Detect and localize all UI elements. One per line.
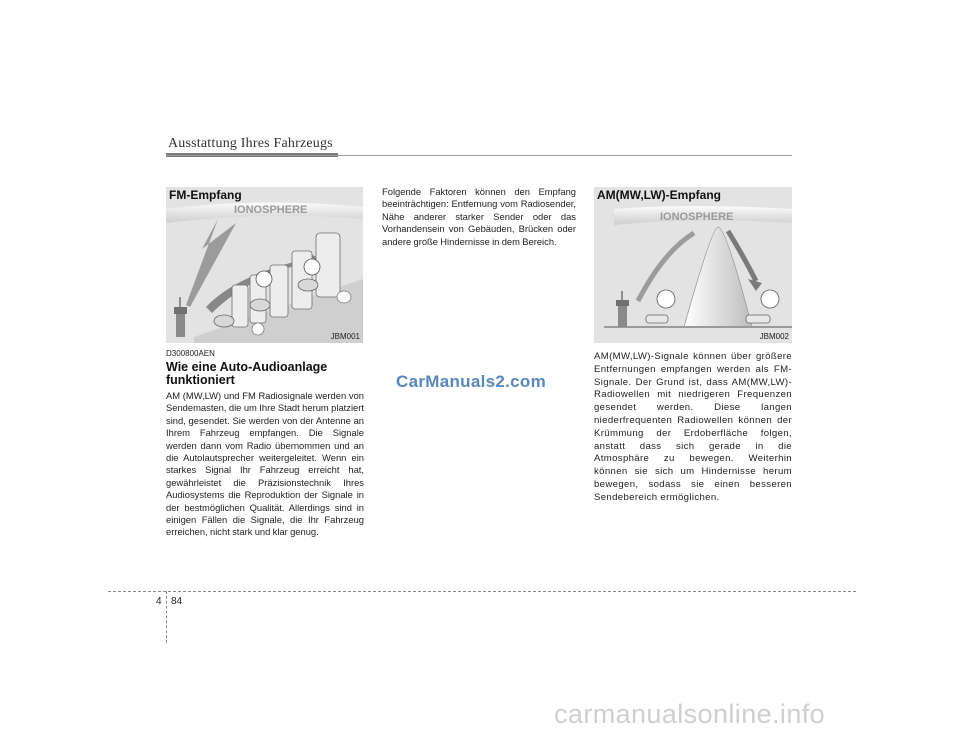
am-figure-title: AM(MW,LW)-Empfang xyxy=(597,188,721,202)
footer-dashed-rule xyxy=(108,591,856,592)
fm-reception-illustration xyxy=(166,187,363,343)
mountain-shape xyxy=(684,227,752,327)
reception-factors-paragraph: Folgende Faktoren können den Empfang beeinträchtigen: Entfernung vom Radiosender, Nähe anderer starker Sender oder das Vorhandensein von Gebäuden, Brücken oder andere große Hindernisse in dem Bereich. xyxy=(382,186,576,247)
ionosphere-label: IONOSPHERE xyxy=(234,204,308,216)
am-reception-figure xyxy=(594,187,792,343)
chapter-number: 4 xyxy=(156,596,162,607)
section-code: D300800AEN xyxy=(166,349,215,358)
broadcast-tower-icon xyxy=(616,291,629,327)
watermark-carmanuals2[interactable]: CarManuals2.com xyxy=(396,372,546,391)
am-signals-paragraph: AM(MW,LW)-Signale können über größere Entfernungen empfangen werden als FM-Signale. Der Grund ist, dass AM(MW,LW)-Radiowellen mit niedrigeren Frequenzen gesendet werden. Diese langen niederfrequenten Radiowellen können der Krümmung der Erdoberfläche folgen, anstatt dass sich gerade in die Atmosphäre zu bewegen. Weiterhin können sie sich um Hindernisse herum bewegen, sodass sie einen besseren Sendebereich ermöglichen. xyxy=(594,351,792,503)
broadcast-tower-icon xyxy=(174,297,187,337)
fm-figure-code: JBM001 xyxy=(330,332,360,341)
am-reception-illustration xyxy=(594,187,792,343)
section-heading: Wie eine Auto-Audioanlage funktioniert xyxy=(166,360,328,387)
header-rule xyxy=(166,155,792,156)
watermark-carmanualsonline[interactable]: carmanualsonline.info xyxy=(554,699,826,729)
page-number: 84 xyxy=(171,596,183,607)
ionosphere-label: IONOSPHERE xyxy=(660,211,734,223)
am-figure-code: JBM002 xyxy=(759,332,789,341)
fm-reception-figure xyxy=(166,187,363,343)
ground-line xyxy=(604,326,792,328)
footer-dashed-divider xyxy=(166,591,167,643)
section-paragraph: AM (MW,LW) und FM Radiosignale werden von Sendemasten, die um Ihre Stadt herum platziert sind, gesendet. Sie werden von der Antenne an Ihrem Fahrzeug empfangen. Die Signale werden dann vom Radio übernommen und an die Autolautsprecher weitergeleitet. Wenn ein starkes Signal Ihr Fahrzeug erreicht hat, gewährleistet die Präzisionstechnik Ihres Audiosystems die Reproduktion der Signale in der bestmöglichen Qualität. Allerdings sind in einigen Fällen die Signale, die Ihr Fahrzeug erreichen, nicht stark und klar genug. xyxy=(166,390,364,538)
page-header-title: Ausstattung Ihres Fahrzeugs xyxy=(168,136,333,151)
fm-figure-title: FM-Empfang xyxy=(169,188,242,202)
